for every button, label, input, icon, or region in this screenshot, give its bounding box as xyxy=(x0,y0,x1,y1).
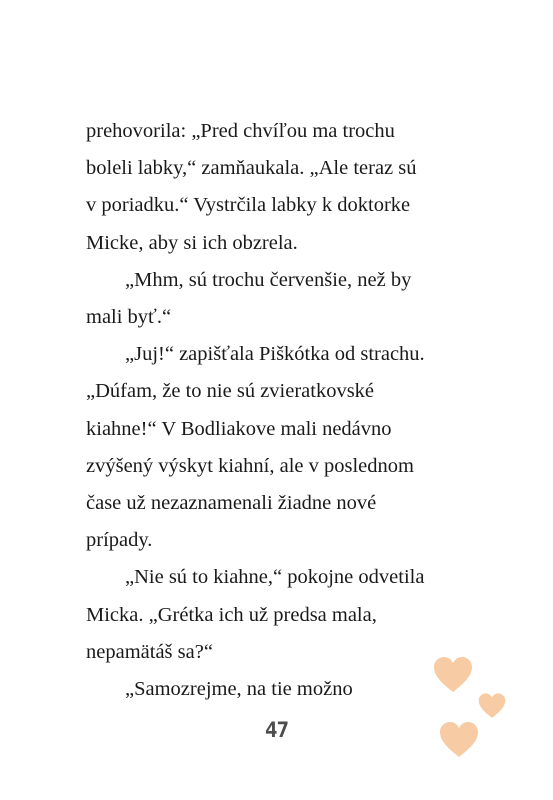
text-line: zvýšený výskyt kiahní, ale v poslednom xyxy=(86,454,414,477)
text-line: prehovorila: „Pred chvíľou ma trochu xyxy=(86,120,395,142)
text-line: „Dúfam, že to nie sú zvieratkovské xyxy=(86,380,375,403)
page-number: 47 xyxy=(264,718,289,742)
text-line: „Nie sú to kiahne,“ pokojne odvetila xyxy=(125,566,425,589)
heart-icon xyxy=(432,655,474,695)
text-line: „Mhm, sú trochu červenšie, než by xyxy=(125,268,412,291)
text-line: čase už nezaznamenali žiadne nové xyxy=(86,492,377,515)
text-line: Micka. „Grétka ich už predsa mala, xyxy=(86,603,377,626)
body-text xyxy=(86,113,486,708)
text-line: nepamätáš sa?“ xyxy=(86,640,213,663)
text-line: „Samozrejme, na tie možno xyxy=(125,678,353,701)
text-line: boleli labky,“ zamňaukala. „Ale teraz sú xyxy=(86,157,417,180)
text-line: „Juj!“ zapišťala Piškótka od strachu. xyxy=(125,343,425,366)
text-line: prípady. xyxy=(86,529,153,552)
heart-icon xyxy=(477,692,507,720)
text-line: Micke, aby si ich obzrela. xyxy=(86,231,298,254)
text-line: mali byť.“ xyxy=(86,306,172,329)
text-line: v poriadku.“ Vystrčila labky k doktorke xyxy=(86,194,411,217)
text-line: kiahne!“ V Bodliakove mali nedávno xyxy=(86,417,392,440)
